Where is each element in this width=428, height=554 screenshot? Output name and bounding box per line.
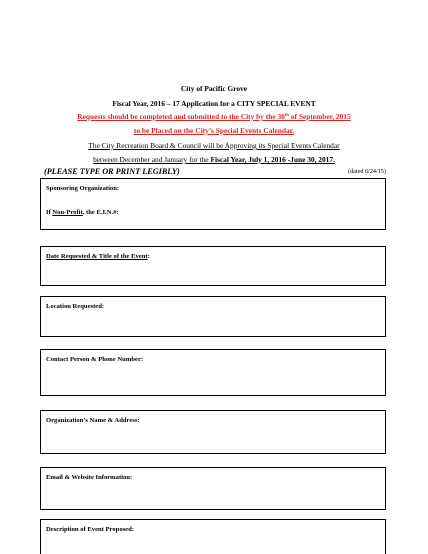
- city-title: City of Pacific Grove: [180, 84, 248, 93]
- sponsoring-label: Sponsoring Organization:: [46, 185, 120, 192]
- date-title-box[interactable]: [40, 246, 386, 286]
- location-label: Location Requested:: [46, 303, 105, 310]
- dated-note: (dated 6/24/15): [348, 168, 386, 175]
- date-title-label: [46, 253, 150, 260]
- deadline-post: of September, 2015: [288, 112, 351, 121]
- email-label: Email & Website Information:: [46, 474, 133, 481]
- org-name-label: Organization’s Name & Address:: [46, 417, 140, 424]
- date-title-colon: :: [147, 253, 150, 260]
- deadline-sup: th: [284, 112, 289, 117]
- nonprofit-post: , the E.I.N.#:: [82, 209, 119, 216]
- approval-line-1: The City Recreation Board & Council will be Approving its Special Events Calendar: [88, 141, 340, 150]
- approval-line-2-pre: between December and January for the: [93, 155, 211, 164]
- nonprofit-underlined: Non-Profit: [52, 209, 83, 216]
- sponsoring-box[interactable]: [40, 178, 386, 230]
- org-name-box[interactable]: [40, 410, 386, 454]
- fiscal-year-title: Fiscal Year, 2016 – 17 Application for a CITY SPECIAL EVENT: [112, 99, 316, 108]
- approval-line-2: [0, 155, 428, 164]
- description-label: Description of Event Proposed:: [46, 526, 134, 533]
- nonprofit-label: [46, 209, 119, 216]
- deadline-line-1: [0, 112, 428, 121]
- location-box[interactable]: [40, 296, 386, 337]
- contact-box[interactable]: [40, 349, 386, 396]
- deadline-pre: Requests should be completed and submitted to the City by the 30: [77, 112, 285, 121]
- approval-line-2-bold: Fiscal Year, July 1, 2016 -June 30, 2017.: [210, 155, 335, 164]
- please-type-note: (PLEASE TYPE OR PRINT LEGIBLY): [44, 167, 180, 176]
- date-title-underlined: Date Requested & Title of the Event: [46, 253, 148, 260]
- email-box[interactable]: [40, 467, 386, 510]
- contact-label: Contact Person & Phone Number:: [46, 356, 144, 363]
- deadline-line-2: to be Placed on the City’s Special Events Calendar.: [133, 126, 295, 135]
- description-box[interactable]: [40, 519, 386, 554]
- nonprofit-pre: If: [46, 209, 53, 216]
